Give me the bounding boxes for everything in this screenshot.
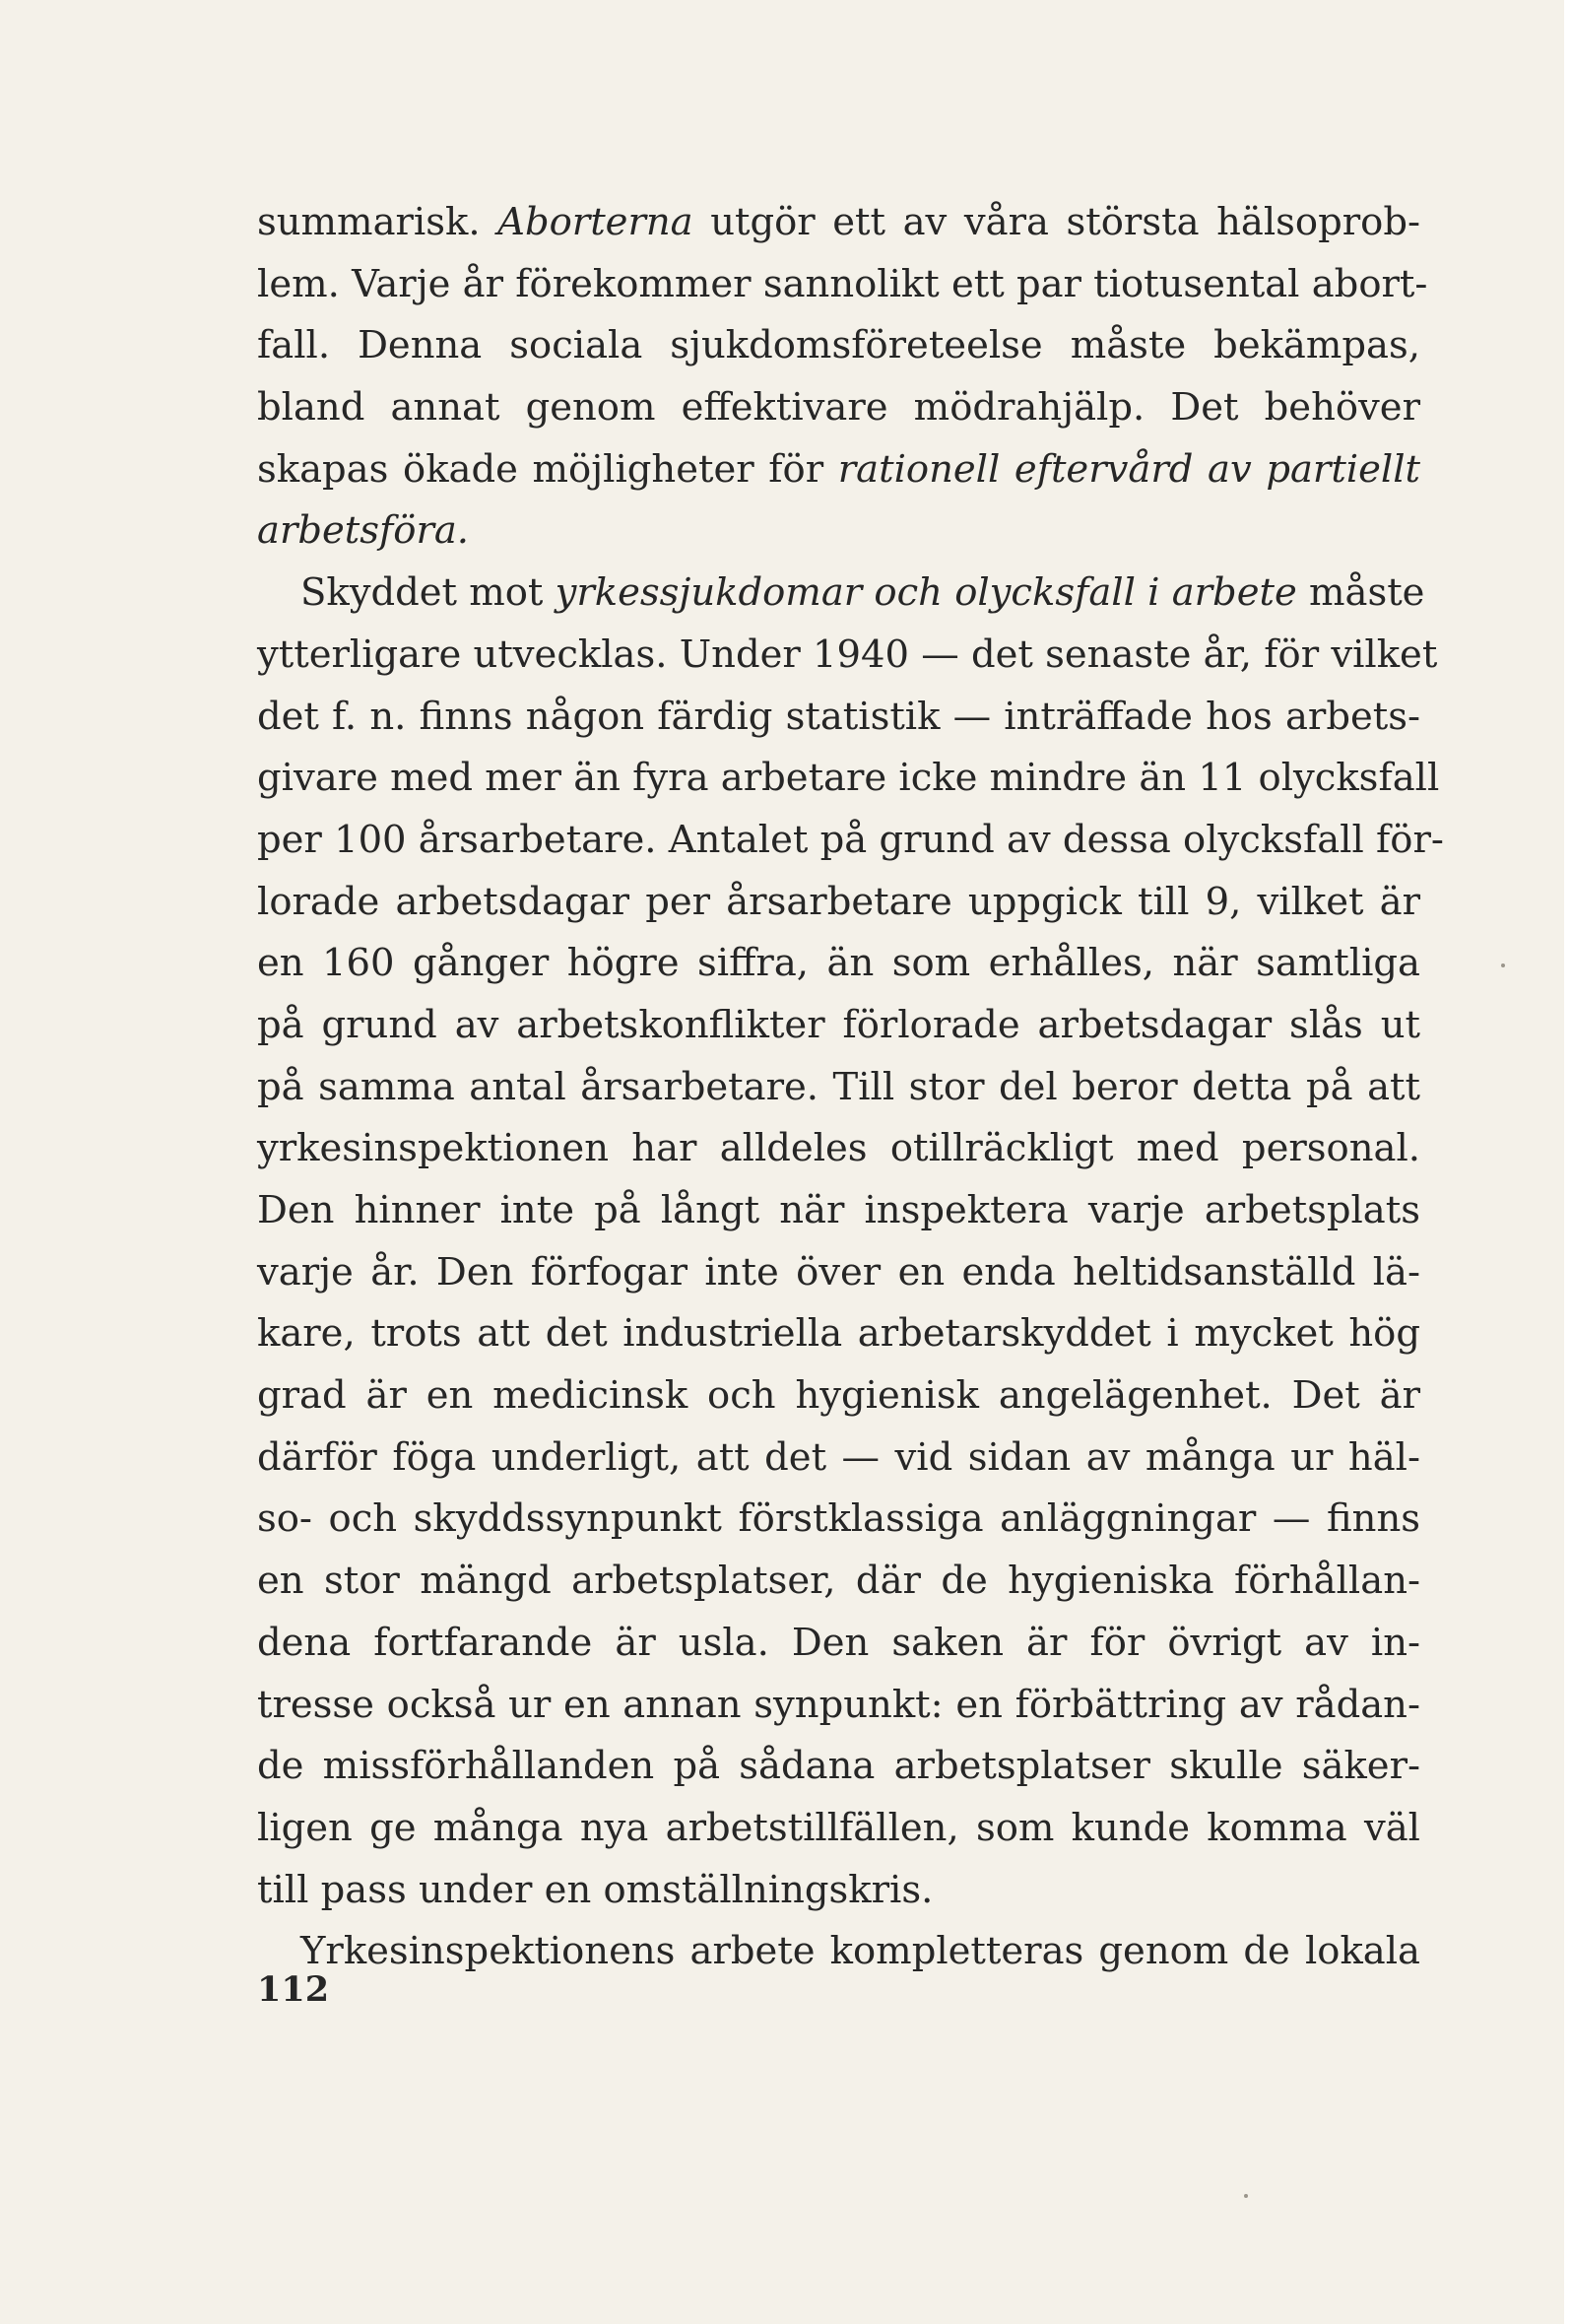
text-line [257, 872, 1420, 934]
text-run: Yrkesinspektionens arbete kompletteras genom de lokala [300, 1929, 1420, 1974]
text-line [257, 315, 1420, 377]
text-run: måste [1296, 570, 1425, 616]
text-line [257, 1489, 1420, 1551]
text-run: dena fortfarande är usla. Den saken är för övrigt av in- [257, 1620, 1420, 1665]
text-run: till pass under en omställningskris. [257, 1867, 934, 1912]
body-text [257, 192, 1444, 1983]
text-run: det f. n. finns någon färdig statistik — inträffade hos arbets- [257, 694, 1420, 739]
italic-phrase: arbetsföra. [257, 508, 470, 554]
text-line [257, 748, 1440, 810]
text-line [257, 1736, 1420, 1798]
text-run: ligen ge många nya arbetstillfällen, som kunde komma väl [257, 1805, 1420, 1850]
text-line [257, 1860, 1420, 1922]
paper-speck [1501, 963, 1505, 967]
text-line [257, 687, 1420, 749]
text-line [257, 1057, 1420, 1119]
text-line [257, 254, 1428, 316]
page-number: 112 [257, 1969, 330, 2010]
text-line [257, 1118, 1420, 1180]
text-line [257, 1798, 1420, 1860]
text-run: en 160 gånger högre siffra, än som erhålles, när samtliga [257, 941, 1420, 986]
text-line [257, 810, 1444, 872]
italic-phrase: yrkessjukdomar och olycksfall i arbete [555, 570, 1297, 616]
text-line [257, 563, 1425, 625]
text-run: tresse också ur en annan synpunkt: en förbättring av rådan- [257, 1682, 1420, 1727]
paper-speck [1244, 2194, 1248, 2198]
text-line [257, 1180, 1420, 1242]
text-run: på grund av arbetskonflikter förlorade arbetsdagar slås ut [257, 1002, 1420, 1047]
text-line [257, 1365, 1420, 1428]
text-run: de missförhållanden på sådana arbetsplatser skulle säker- [257, 1744, 1420, 1789]
italic-phrase: rationell eftervård av partiellt [837, 446, 1420, 492]
text-run: grad är en medicinsk och hygienisk angelägenhet. Det är [257, 1373, 1420, 1419]
text-line [257, 625, 1438, 687]
text-line [257, 933, 1420, 995]
text-line [257, 377, 1420, 439]
text-run: Skyddet mot [300, 570, 556, 616]
text-run: därför föga underligt, att det — vid sidan av många ur häl- [257, 1434, 1420, 1480]
text-run: yrkesinspektionen har alldeles otillräckligt med personal. [257, 1126, 1420, 1171]
text-line [257, 995, 1420, 1057]
text-line [257, 439, 1420, 501]
text-run: fall. Denna sociala sjukdomsföreteelse måste bekämpas, [257, 323, 1420, 368]
italic-phrase: Aborterna [497, 200, 693, 244]
text-run: Den hinner inte på långt när inspektera varje arbetsplats [257, 1188, 1420, 1232]
text-run: lorade arbetsdagar per årsarbetare uppgick till 9, vilket är [257, 879, 1420, 924]
text-line [257, 1303, 1420, 1365]
page-edge [1564, 0, 1571, 2324]
text-run: skapas ökade möjligheter för [257, 446, 838, 492]
text-run: utgör ett av våra största hälsoprob- [692, 200, 1420, 244]
text-line [257, 1613, 1420, 1675]
text-line [257, 1242, 1420, 1304]
text-run: bland annat genom effektivare mödrahjälp. Det behöver [257, 385, 1420, 431]
text-line [257, 1551, 1420, 1613]
text-line [257, 1428, 1420, 1490]
text-run: summarisk. [257, 200, 498, 244]
text-line [257, 1921, 1420, 1983]
text-line [257, 1675, 1420, 1737]
text-run: på samma antal årsarbetare. Till stor del beror detta på att [257, 1064, 1420, 1109]
text-run: kare, trots att det industriella arbetarskyddet i mycket hög [257, 1311, 1420, 1357]
text-run: varje år. Den förfogar inte över en enda heltidsanställd lä- [257, 1249, 1420, 1295]
text-line [257, 500, 1420, 563]
text-run: en stor mängd arbetsplatser, där de hygieniska förhållan- [257, 1559, 1420, 1604]
text-run: so- och skyddssynpunkt förstklassiga anläggningar — finns [257, 1496, 1420, 1542]
text-run: givare med mer än fyra arbetare icke mindre än 11 olycksfall [257, 756, 1440, 801]
text-run: ytterligare utvecklas. Under 1940 — det senaste år, för vilket [257, 631, 1438, 677]
text-run: lem. Varje år förekommer sannolikt ett par tiotusental abort- [257, 261, 1428, 306]
text-line [257, 192, 1420, 254]
text-run: per 100 årsarbetare. Antalet på grund av dessa olycksfall för- [257, 817, 1444, 862]
